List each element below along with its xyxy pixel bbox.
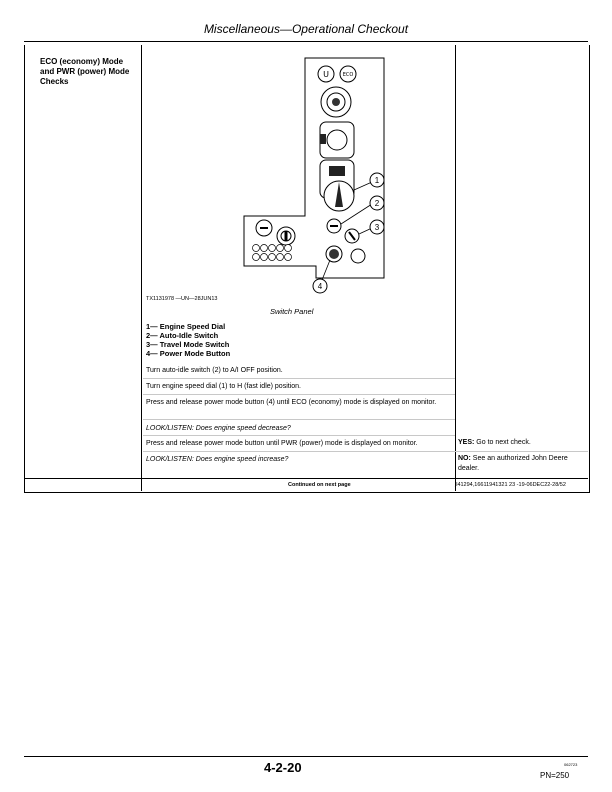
legend-item: 3— Travel Mode Switch <box>146 340 230 349</box>
look-listen-text: LOOK/LISTEN: Does engine speed decrease? <box>146 425 291 432</box>
figure-id: TX1131978 —UN—28JUN13 <box>146 296 218 302</box>
reference-code: jl41294,16611941321 23 -19-06DEC22-28/52 <box>455 482 566 488</box>
page-number: 4-2-20 <box>264 760 302 775</box>
no-text: See an authorized John Deere dealer. <box>458 455 568 472</box>
legend-list <box>146 322 230 358</box>
yes-label: YES: <box>458 439 475 446</box>
no-result <box>458 454 583 474</box>
callout-1: 1 <box>374 176 380 185</box>
header-rule <box>24 41 588 42</box>
legend-item: 2— Auto-Idle Switch <box>146 331 219 340</box>
row-divider <box>143 451 455 452</box>
column-divider-left <box>141 45 142 491</box>
look-listen-text: LOOK/LISTEN: Does engine speed increase? <box>146 456 289 463</box>
callout-3: 3 <box>374 223 380 232</box>
row-divider <box>143 394 455 395</box>
pn-number: PN=250 <box>540 771 570 780</box>
step-text: Press and release power mode button (4) until ECO (economy) mode is displayed on monitor. <box>146 399 437 406</box>
no-label: NO: <box>458 455 471 462</box>
row-divider <box>143 419 455 420</box>
continued-note: Continued on next page <box>288 482 351 488</box>
row-divider <box>143 378 455 379</box>
page-header: Miscellaneous—Operational Checkout <box>203 22 409 36</box>
yes-result <box>458 438 583 448</box>
switch-panel-illustration <box>204 56 394 298</box>
legend-item: 4— Power Mode Button <box>146 349 231 358</box>
footer-rule <box>24 756 588 757</box>
yes-text: Go to next check. <box>476 439 531 446</box>
svg-text:U: U <box>323 70 329 79</box>
row-divider <box>455 451 588 452</box>
step-text: Turn auto-idle switch (2) to A/I OFF position. <box>146 367 283 374</box>
column-divider-right <box>455 45 456 491</box>
footer-code: 062723 <box>564 762 578 767</box>
figure-caption: Switch Panel <box>270 307 314 316</box>
callout-2: 2 <box>374 199 380 208</box>
callout-4: 4 <box>317 282 323 291</box>
step-text: Turn engine speed dial (1) to H (fast idle) position. <box>146 383 301 390</box>
legend-item: 1— Engine Speed Dial <box>146 322 226 331</box>
section-title: ECO (economy) Mode and PWR (power) Mode Checks <box>40 57 130 86</box>
svg-text:ECO: ECO <box>342 72 354 78</box>
row-divider <box>143 435 455 436</box>
step-text: Press and release power mode button until PWR (power) mode is displayed on monitor. <box>146 440 418 447</box>
continued-rule <box>24 478 588 479</box>
